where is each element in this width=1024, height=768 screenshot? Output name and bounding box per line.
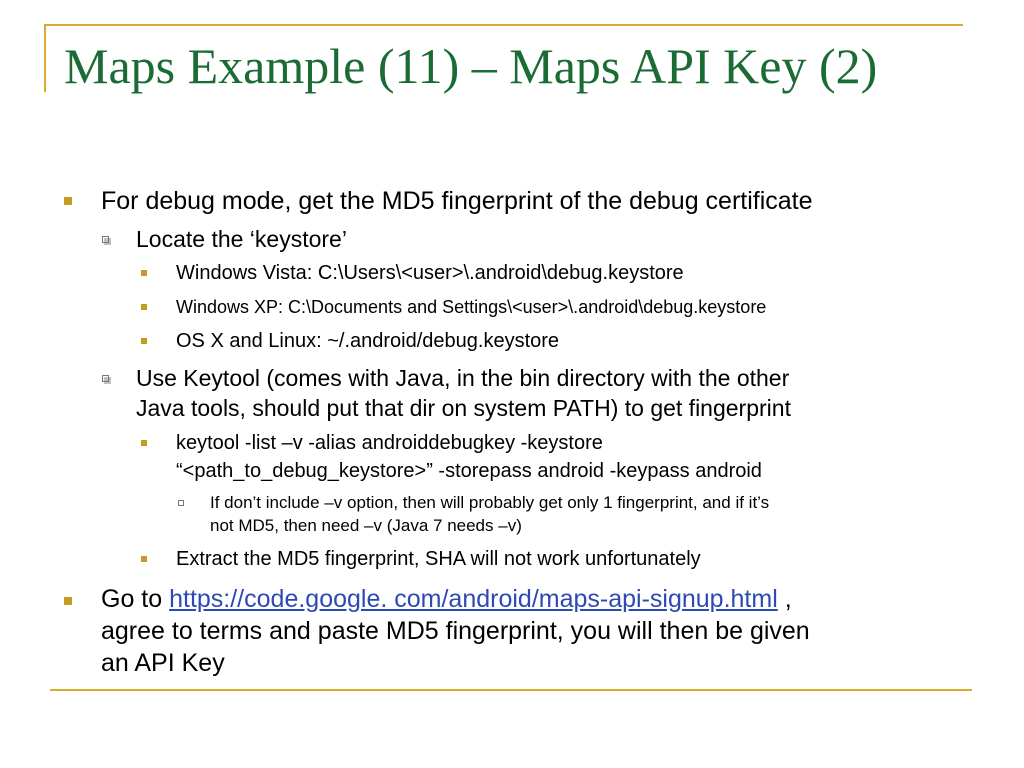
left-rule bbox=[44, 24, 46, 92]
bullet-debug-mode: For debug mode, get the MD5 fingerprint of the debug certificate bbox=[101, 187, 813, 215]
hollow-square-bullet-icon bbox=[102, 236, 109, 243]
bullet-go-to-line1 bbox=[101, 584, 792, 614]
square-bullet-icon bbox=[141, 338, 147, 344]
slide-title: Maps Example (11) – Maps API Key (2) bbox=[64, 38, 878, 94]
bullet-use-keytool-line1: Use Keytool (comes with Java, in the bin directory with the other bbox=[136, 365, 790, 391]
go-to-suffix: , bbox=[777, 585, 792, 613]
bullet-osx-linux: OS X and Linux: ~/.android/debug.keystore bbox=[176, 330, 560, 352]
top-rule bbox=[45, 24, 963, 26]
square-bullet-icon bbox=[141, 304, 147, 310]
bullet-windows-xp: Windows XP: C:\Documents and Settings\<user>\.android\debug.keystore bbox=[176, 297, 767, 317]
bullet-keytool-cmd-line1: keytool -list –v -alias androiddebugkey -keystore bbox=[176, 432, 603, 454]
bullet-use-keytool-line2: Java tools, should put that dir on system PATH) to get fingerprint bbox=[136, 395, 791, 421]
go-to-prefix: Go to bbox=[101, 585, 170, 613]
maps-api-signup-link[interactable]: https://code.google. com/android/maps-api-signup.html bbox=[169, 585, 778, 613]
bottom-rule bbox=[50, 689, 972, 691]
bullet-windows-vista: Windows Vista: C:\Users\<user>\.android\debug.keystore bbox=[176, 262, 684, 284]
bullet-extract-md5: Extract the MD5 fingerprint, SHA will not work unfortunately bbox=[176, 548, 701, 570]
bullet-go-to-line2: agree to terms and paste MD5 fingerprint, you will then be given bbox=[101, 617, 810, 645]
square-bullet-icon bbox=[64, 197, 72, 205]
square-bullet-icon bbox=[64, 597, 72, 605]
bullet-go-to-line3: an API Key bbox=[101, 649, 225, 677]
square-bullet-icon bbox=[141, 440, 147, 446]
square-bullet-icon bbox=[141, 556, 147, 562]
square-bullet-icon bbox=[141, 270, 147, 276]
hollow-square-bullet-icon bbox=[178, 500, 184, 506]
bullet-keytool-cmd-line2: “<path_to_debug_keystore>” -storepass android -keypass android bbox=[176, 460, 762, 482]
hollow-square-bullet-icon bbox=[102, 375, 109, 382]
bullet-note-line1: If don’t include –v option, then will probably get only 1 fingerprint, and if it’s bbox=[210, 493, 770, 512]
bullet-note-line2: not MD5, then need –v (Java 7 needs –v) bbox=[210, 516, 522, 535]
bullet-locate-keystore: Locate the ‘keystore’ bbox=[136, 226, 347, 252]
